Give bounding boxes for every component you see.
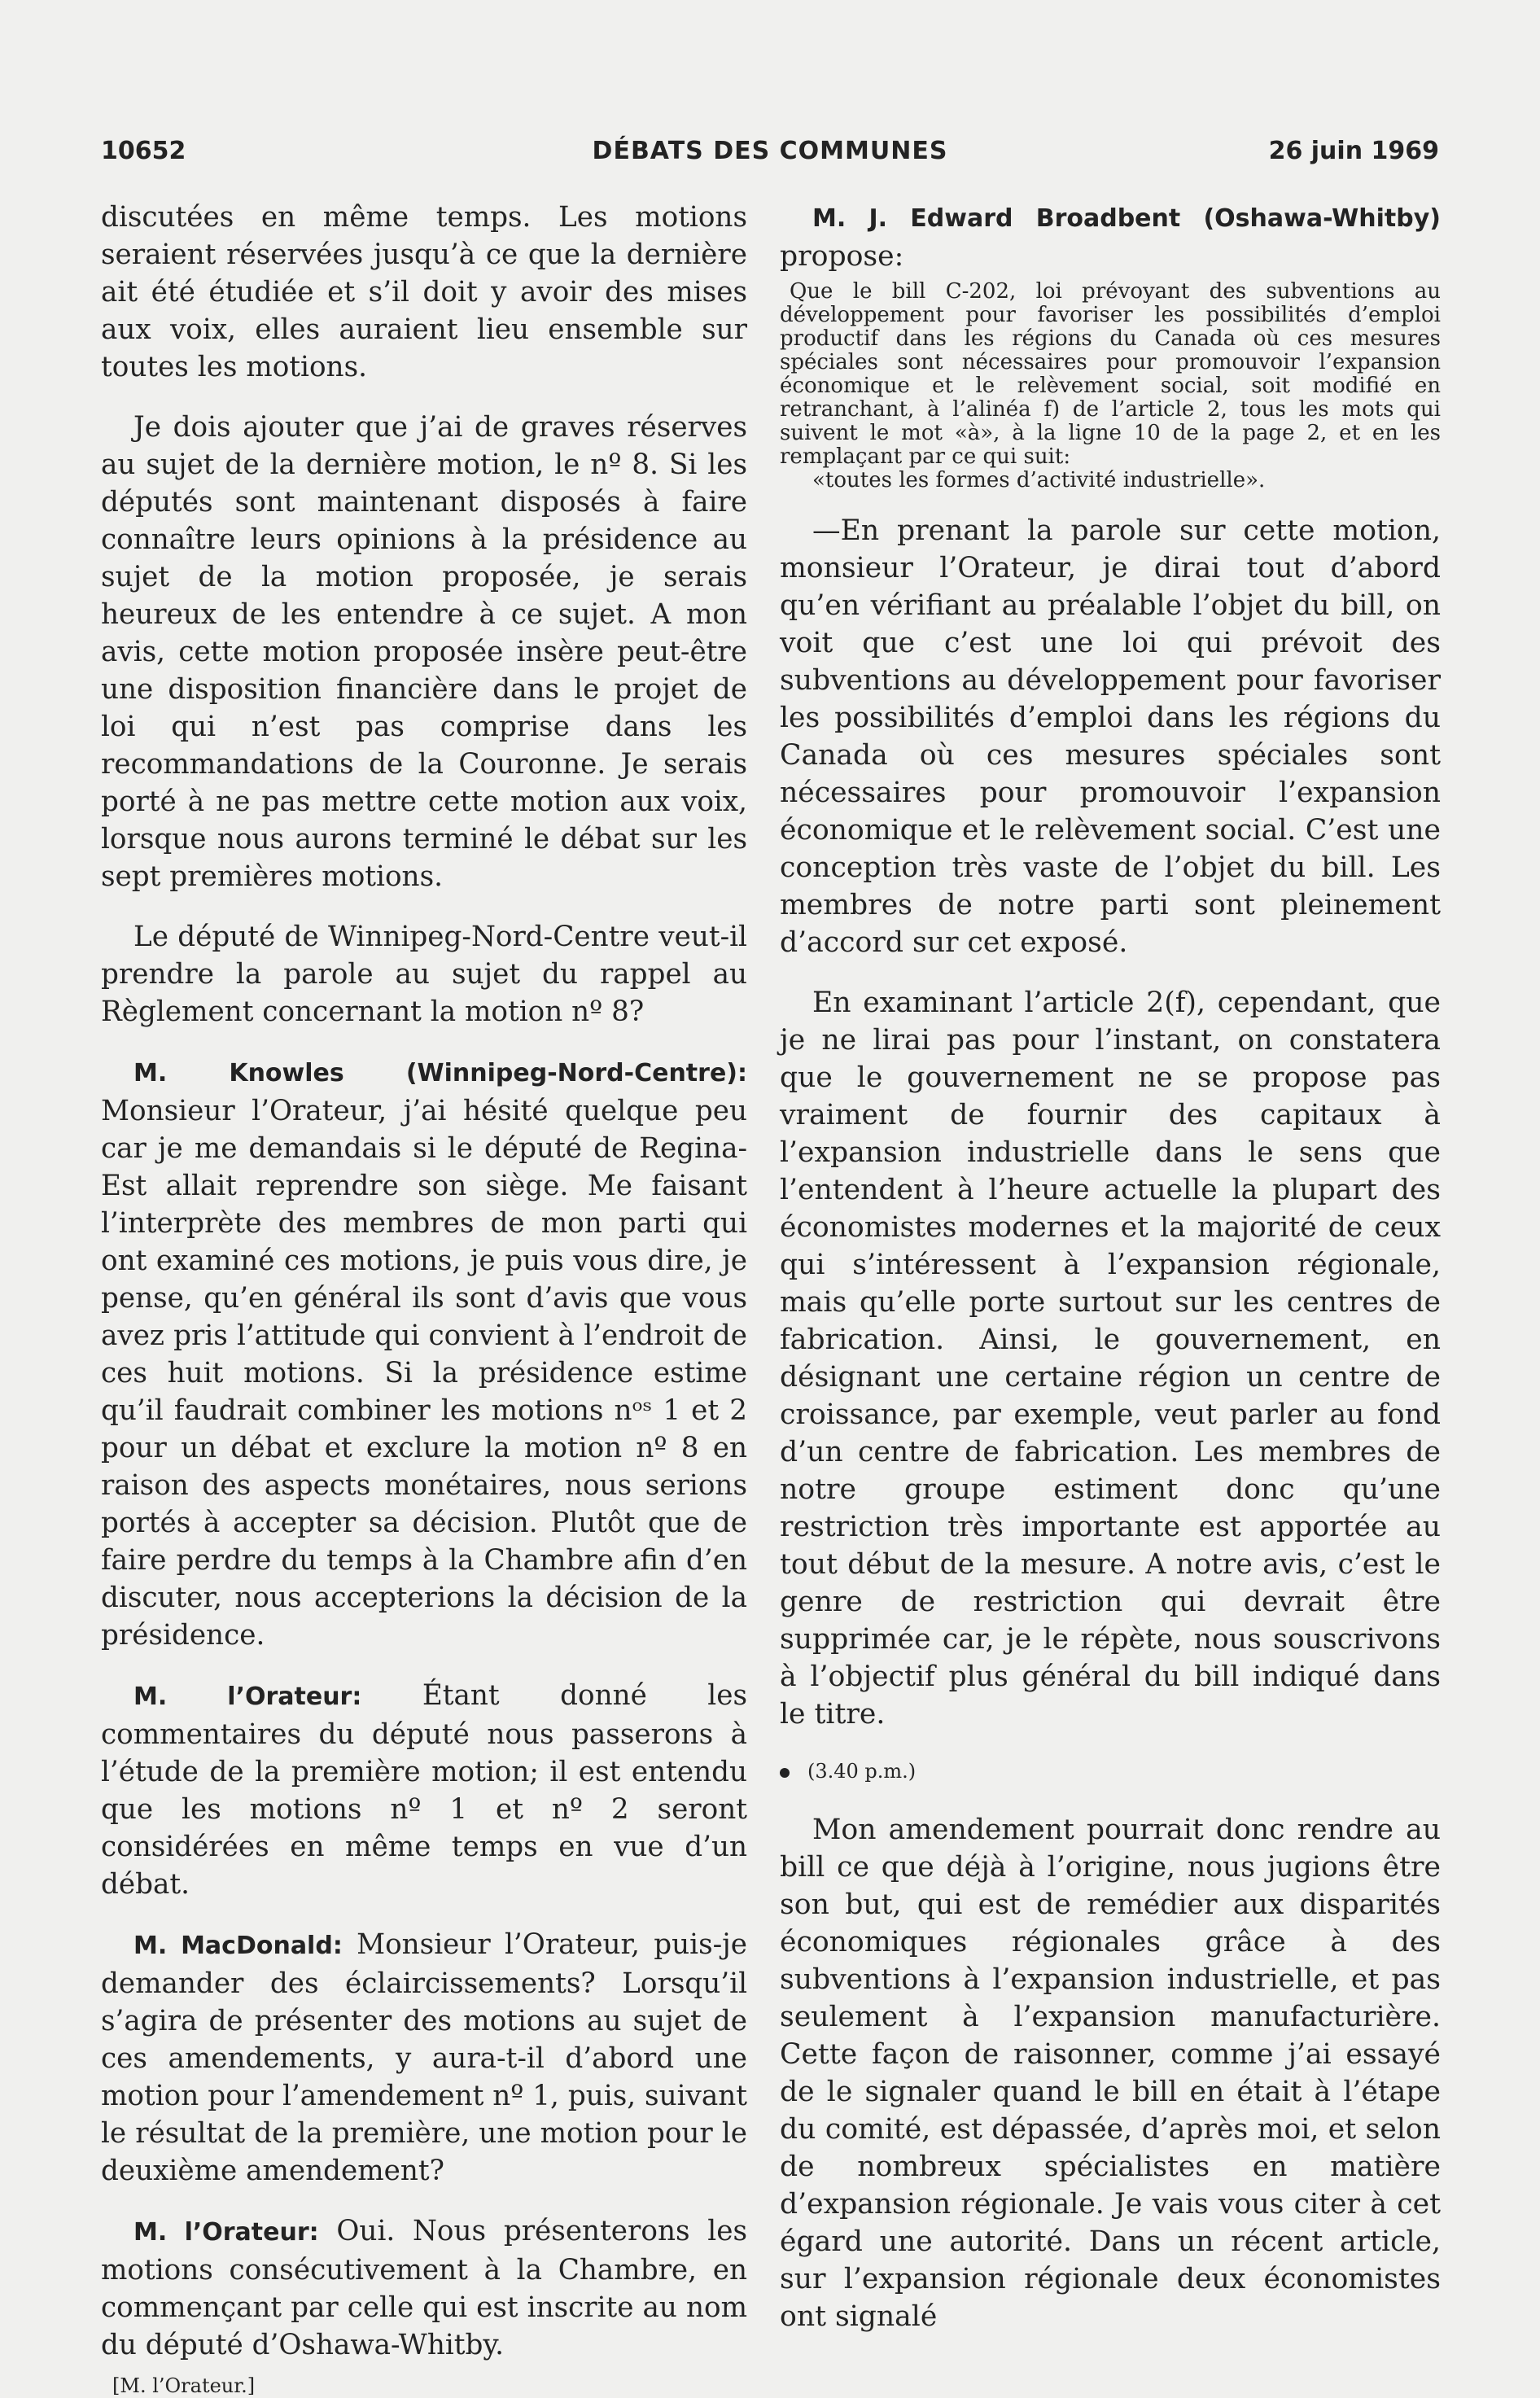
right-column	[780, 199, 1441, 2358]
page-number: 10652	[101, 137, 186, 165]
paragraph: Le député de Winnipeg-Nord-Centre veut-il prendre la parole au sujet du rappel au Règlement concernant la motion nº 8?	[101, 921, 747, 1028]
page-header	[101, 137, 1439, 173]
left-column	[101, 199, 747, 2398]
speech-broadbent	[780, 199, 1441, 275]
paragraph: —En prenant la parole sur cette motion, monsieur l’Orateur, je dirai tout d’abord qu’en vérifiant au préalable l’objet du bill, on voit que c’est une loi qui prévoit des subventions au développement pour favoriser les possibilités d’emploi dans les régions du Canada où ces mesures spéciales sont nécessaires pour promouvoir l’expansion économique et le relèvement social. C’est une conception très vaste de l’objet du bill. Les membres de notre parti sont pleinement d’accord sur cet exposé.	[780, 514, 1441, 959]
speaker-name: M. J. Edward Broadbent (Oshawa-Whitby)	[812, 204, 1441, 233]
speech-text: Oui. Nous présenterons les motions consécutivement à la Chambre, en commençant par celle qui est inscrite au nom du député d’Oshawa-Whitby.	[101, 2215, 747, 2361]
speaker-name: M. l’Orateur:	[133, 1683, 362, 1711]
time-text: (3.40 p.m.)	[807, 1760, 917, 1783]
speech-macdonald	[101, 1926, 747, 2190]
speech-text: Monsieur l’Orateur, puis-je demander des éclaircissements? Lorsqu’il s’agira de présenter des motions au sujet de ces amendements, y aura-t-il d’abord une motion pour l’amendement nº 1, puis, suivant le résultat de la première, une motion pour le deuxième amendement?	[101, 1928, 747, 2187]
publication-title: DÉBATS DES COMMUNES	[592, 137, 948, 165]
motion-quote	[780, 280, 1441, 492]
speech-knowles	[101, 1053, 747, 1654]
speaker-reference: [M. l’Orateur.]	[112, 2374, 256, 2397]
speech-orateur	[101, 1677, 747, 1903]
time-marker	[780, 1756, 1441, 1787]
speaker-name: M. MacDonald:	[133, 1932, 343, 1960]
motion-text: Que le bill C-202, loi prévoyant des subventions au développement pour favoriser les possibilités d’emploi productif dans les régions du Canada où ces mesures spéciales sont nécessaires pour promouvoir l’expansion économique et le relèvement social, soit modifié en retranchant, à l’alinéa f) de l’article 2, tous les mots qui suivent le mot «à», à la ligne 10 de la page 2, et en les remplaçant par ce qui suit:	[780, 279, 1441, 469]
paragraph: Mon amendement pourrait donc rendre au bill ce que déjà à l’origine, nous jugions être son but, qui est de remédier aux disparités économiques régionales grâce à des subventions à l’expansion industrielle, et pas seulement à l’expansion manufacturière. Cette façon de raisonner, comme j’ai essayé de le signaler quand le bill en était à l’étape du comité, est dépassée, d’après moi, et selon de nombreux spécialistes en matière d’expansion régionale. Je vais vous citer à cet égard une autorité. Dans un récent article, sur l’expansion régionale deux économistes ont signalé	[780, 1814, 1441, 2333]
paragraph: En examinant l’article 2(f), cependant, que je ne lirai pas pour l’instant, on constatera que le gouvernement ne se propose pas vraiment de fournir des capitaux à l’expansion industrielle dans le sens que l’entendent à l’heure actuelle la plupart des économistes modernes et la majorité de ceux qui s’intéressent à l’expansion régionale, mais qu’elle porte surtout sur les centres de fabrication. Ainsi, le gouvernement, en désignant une certaine région un centre de croissance, par exemple, veut parler au fond d’un centre de fabrication. Les membres de notre groupe estiment donc qu’une restriction très importante est apportée au tout début de la mesure. A notre avis, c’est le genre de restriction qui devrait être supprimée car, je le répète, nous souscrivons à l’objectif plus général du bill indiqué dans le titre.	[780, 987, 1441, 1731]
speech-orateur	[101, 2212, 747, 2364]
speech-text: Étant donné les commentaires du député nous passerons à l’étude de la première motion; il est entendu que les motions nº 1 et nº 2 seront considérées en même temps en vue d’un débat.	[101, 1679, 747, 1901]
speech-text: propose:	[780, 240, 904, 273]
speech-text: Monsieur l’Orateur, j’ai hésité quelque peu car je me demandais si le député de Regina-Est allait reprendre son siège. Me faisant l’interprète des membres de mon parti qui ont examiné ces motions, je puis vous dire, je pense, qu’en général ils sont d’avis que vous avez pris l’attitude qui convient à l’endroit de ces huit motions. Si la présidence estime qu’il faudrait combiner les motions nᵒˢ 1 et 2 pour un débat et exclure la motion nº 8 en raison des aspects monétaires, nous serions portés à accepter sa décision. Plutôt que de faire perdre du temps à la Chambre afin d’en discuter, nous accepterions la décision de la présidence.	[101, 1095, 747, 1652]
page-date: 26 juin 1969	[1268, 137, 1439, 165]
motion-text-end: «toutes les formes d’activité industrielle».	[812, 468, 1266, 492]
paragraph: discutées en même temps. Les motions seraient réservées jusqu’à ce que la dernière ait été étudiée et s’il doit y avoir des mises aux voix, elles auraient lieu ensemble sur toutes les motions.	[101, 201, 747, 383]
paragraph: Je dois ajouter que j’ai de graves réserves au sujet de la dernière motion, le nº 8. Si les députés sont maintenant disposés à faire connaître leurs opinions à la présidence au sujet de la motion proposée, je serais heureux de les entendre à ce sujet. A mon avis, cette motion proposée insère peut-être une disposition financière dans le projet de loi qui n’est pas comprise dans les recommandations de la Couronne. Je serais porté à ne pas mettre cette motion aux voix, lorsque nous aurons terminé le débat sur les sept premières motions.	[101, 411, 747, 893]
speaker-name: M. l’Orateur:	[133, 2218, 319, 2247]
speaker-name: M. Knowles (Winnipeg-Nord-Centre):	[133, 1059, 747, 1087]
bullet-icon	[780, 1768, 790, 1778]
